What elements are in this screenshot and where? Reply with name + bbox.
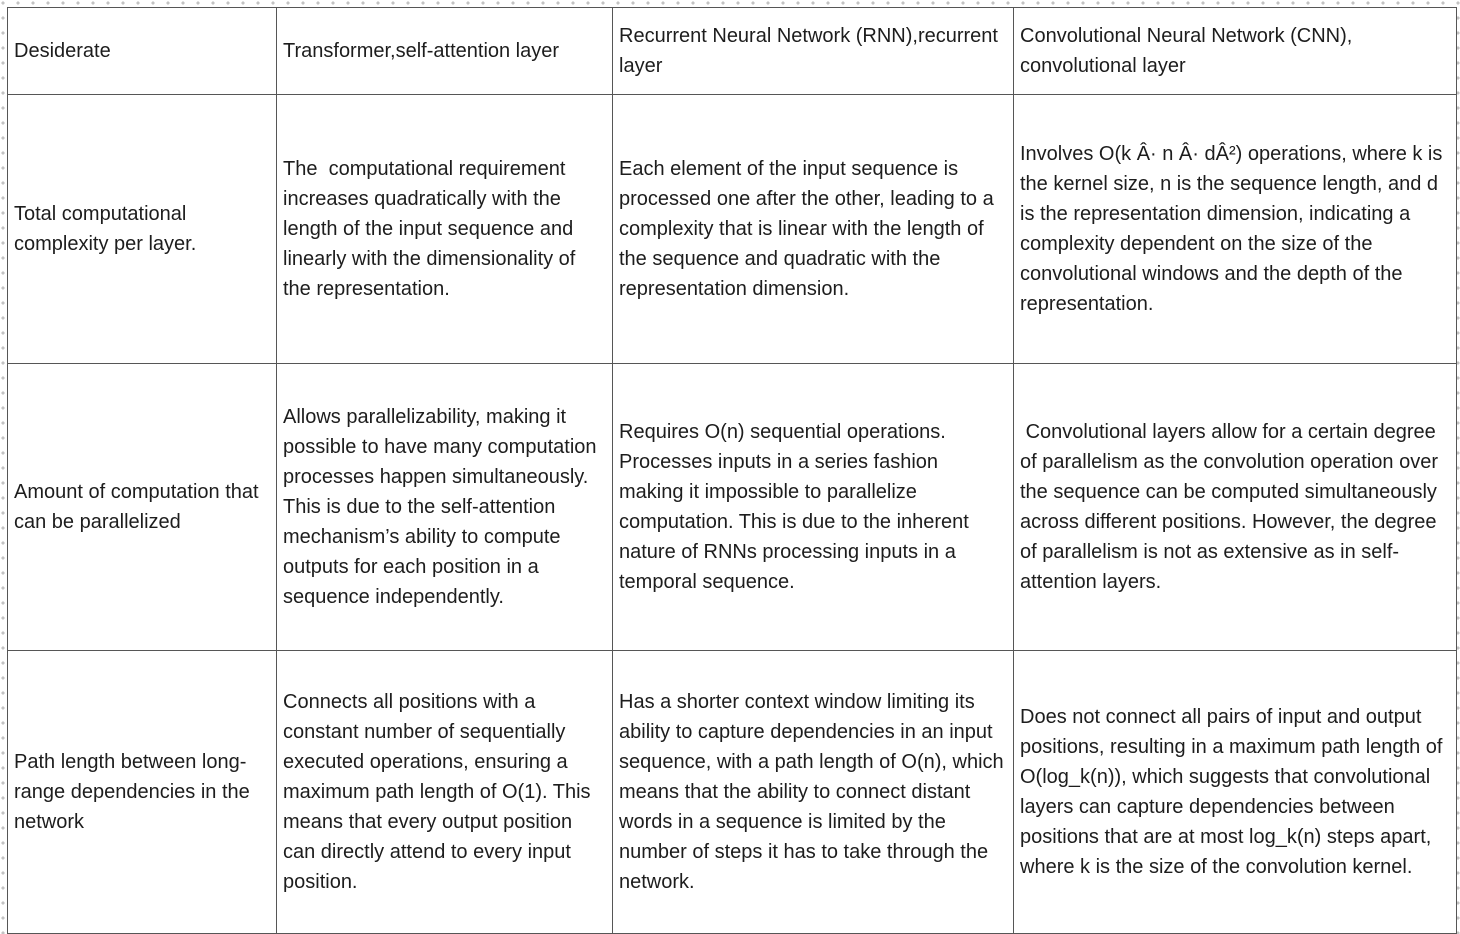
row-header-parallelization: Amount of computation that can be parallelized [8, 364, 277, 651]
row-header-total-complexity: Total computational complexity per layer. [8, 95, 277, 364]
cell-transformer-path-length: Connects all positions with a constant number of sequentially executed operations, ensuring a maximum path length of O(1). This means that every output position can directly attend to every input position. [277, 651, 613, 934]
cell-cnn-parallelization: Convolutional layers allow for a certain degree of parallelism as the convolution operation over the sequence can be computed simultaneously across different positions. However, the degree of parallelism is not as extensive as in self-attention layers. [1014, 364, 1457, 651]
cell-rnn-path-length: Has a shorter context window limiting its ability to capture dependencies in an input sequence, with a path length of O(n), which means that the ability to connect distant words in a sequence is limited by the number of steps it has to take through the network. [613, 651, 1014, 934]
cell-rnn-complexity: Each element of the input sequence is processed one after the other, leading to a complexity that is linear with the length of the sequence and quadratic with the representation dimension. [613, 95, 1014, 364]
column-header-desiderate: Desiderate [8, 8, 277, 95]
table-row [8, 95, 1457, 364]
cell-rnn-parallelization: Requires O(n) sequential operations. Processes inputs in a series fashion making it impossible to parallelize computation. This is due to the inherent nature of RNNs processing inputs in a temporal sequence. [613, 364, 1014, 651]
row-header-path-length: Path length between long-range dependencies in the network [8, 651, 277, 934]
cell-transformer-parallelization: Allows parallelizability, making it possible to have many computation processes happen simultaneously. This is due to the self-attention mechanism’s ability to compute outputs for each position in a sequence independently. [277, 364, 613, 651]
cell-transformer-complexity: The computational requirement increases quadratically with the length of the input sequence and linearly with the dimensionality of the representation. [277, 95, 613, 364]
cell-cnn-path-length: Does not connect all pairs of input and output positions, resulting in a maximum path length of O(log_k(n)), which suggests that convolutional layers can capture dependencies between positions that are at most log_k(n) steps apart, where k is the size of the convolution kernel. [1014, 651, 1457, 934]
table-row [8, 364, 1457, 651]
table-header-row [8, 8, 1457, 95]
column-header-rnn: Recurrent Neural Network (RNN),recurrent layer [613, 8, 1014, 95]
comparison-table [7, 7, 1457, 934]
column-header-transformer: Transformer,self-attention layer [277, 8, 613, 95]
table-row [8, 651, 1457, 934]
comparison-table-container [7, 7, 1457, 934]
column-header-cnn: Convolutional Neural Network (CNN), convolutional layer [1014, 8, 1457, 95]
cell-cnn-complexity: Involves O(k Â· n Â· dÂ²) operations, where k is the kernel size, n is the sequence length, and d is the representation dimension, indicating a complexity dependent on the size of the convolutional windows and the depth of the representation. [1014, 95, 1457, 364]
